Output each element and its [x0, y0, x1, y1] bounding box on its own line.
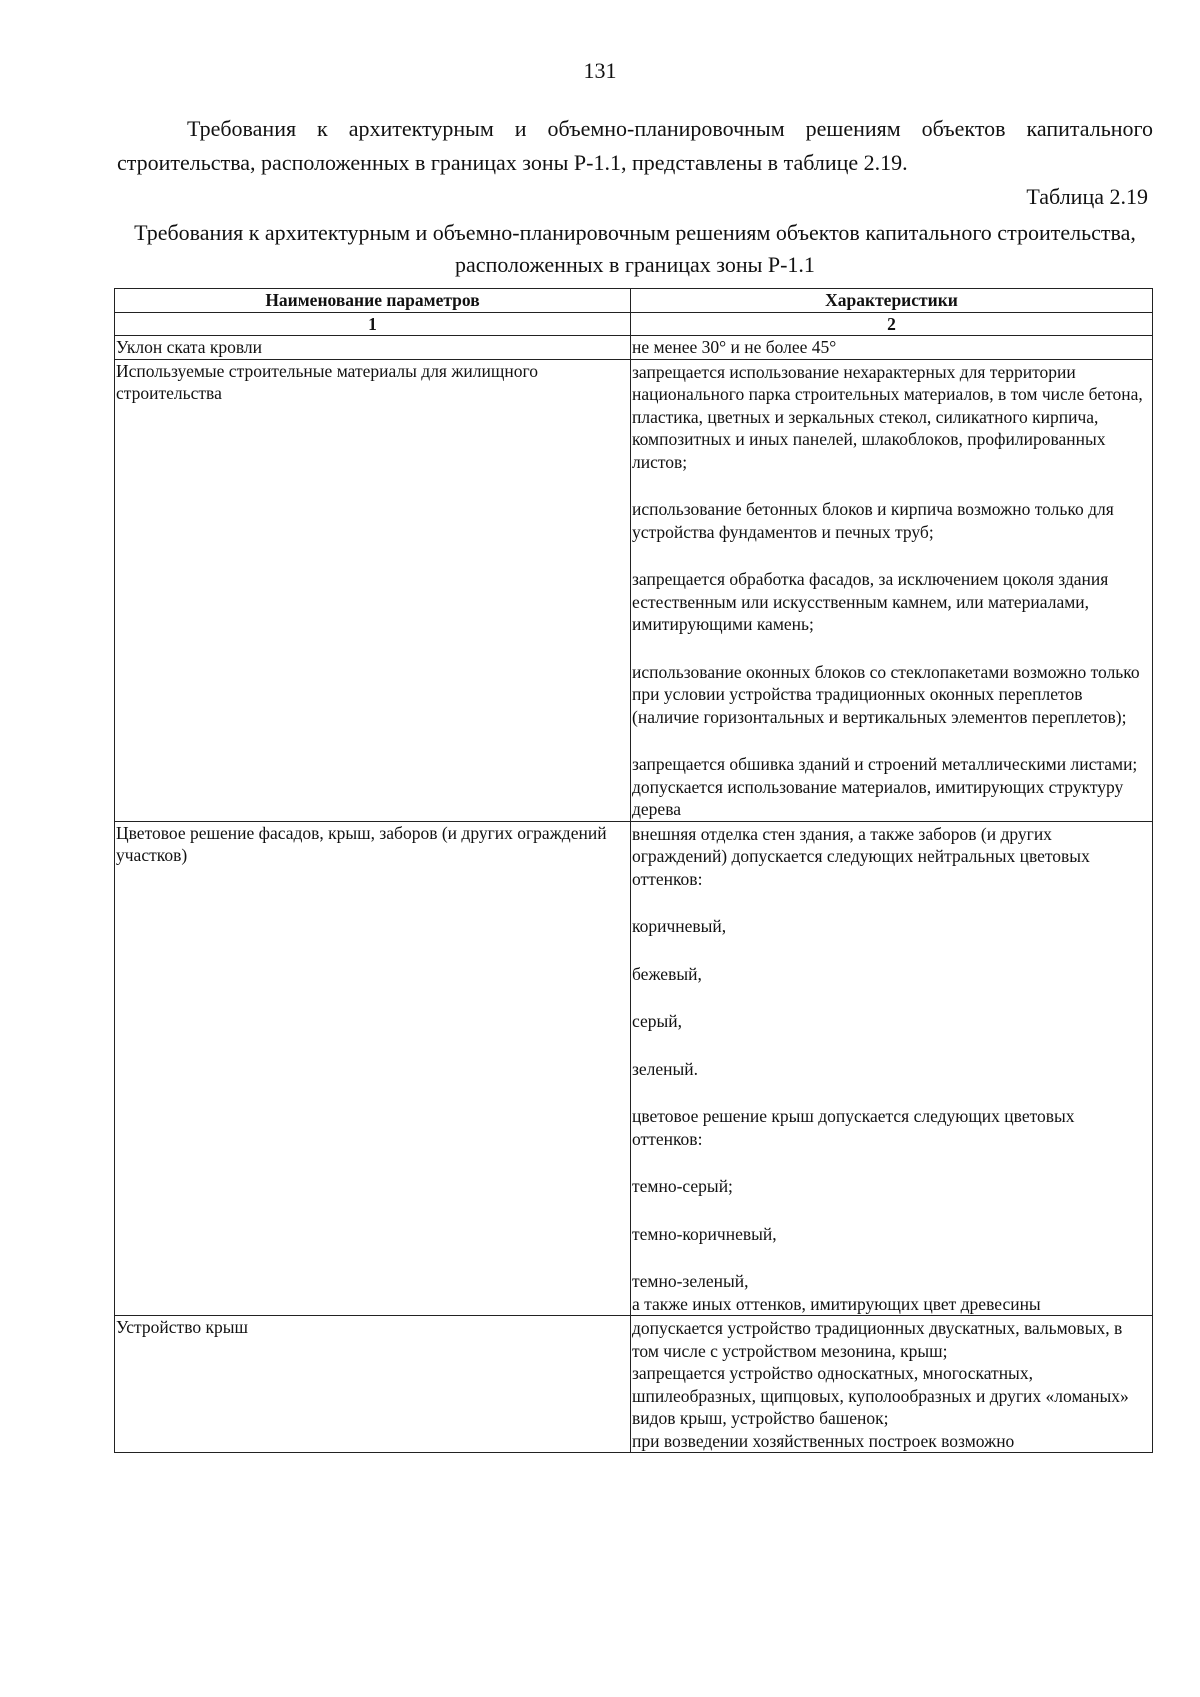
- requirements-table: [114, 288, 1153, 1453]
- param-color-scheme: Цветовое решение фасадов, крыш, заборов (и других ограждений участков): [115, 821, 631, 1316]
- color-item: темно-коричневый,: [632, 1223, 777, 1244]
- color-item: серый,: [632, 1011, 682, 1031]
- color-item: темно-зеленый,: [632, 1271, 749, 1291]
- roof-item: допускается устройство традиционных двускатных, вальмовых, в том числе с устройством мезонина, крыш;: [632, 1318, 1123, 1361]
- materials-item: использование бетонных блоков и кирпича возможно только для устройства фундаментов и печных труб;: [632, 499, 1114, 542]
- table-header-row: [115, 289, 1153, 313]
- color-item: внешняя отделка стен здания, а также заборов (и других ограждений) допускается следующих нейтральных цветовых оттенков:: [632, 823, 1090, 889]
- param-materials: Используемые строительные материалы для жилищного строительства: [115, 359, 631, 821]
- value-roof-slope: не менее 30° и не более 45°: [631, 336, 1153, 360]
- materials-item: запрещается обшивка зданий и строений металлическими листами;: [632, 754, 1138, 774]
- value-materials: [631, 359, 1153, 821]
- color-item: зеленый.: [632, 1058, 699, 1079]
- column-number-row: [115, 312, 1153, 336]
- materials-item: запрещается использование нехарактерных для территории национального парка строительных материалов, в том числе бетона, пластика, цветных и зеркальных стекол, силикатного кирпича, композитных и иных панелей, шлакоблоков, профилированных листов;: [632, 361, 1143, 472]
- materials-item: запрещается обработка фасадов, за исключением цоколя здания естественным или искусственным камнем, или материалами, имитирующими камень;: [632, 569, 1109, 634]
- page-number: 131: [583, 58, 617, 83]
- color-item: цветовое решение крыш допускается следующих цветовых оттенков:: [632, 1106, 1075, 1149]
- header-characteristics: Характеристики: [631, 289, 1153, 313]
- color-item: коричневый,: [632, 916, 727, 936]
- table-row: [115, 336, 1153, 360]
- table-number: Таблица 2.19: [1026, 184, 1148, 209]
- table-caption: Требования к архитектурным и объемно-планировочным решениям объектов капитального строительства, расположенных в границах зоны Р-1.1: [134, 220, 1136, 277]
- column-number-2: 2: [631, 312, 1153, 336]
- value-roof-construction: [631, 1316, 1153, 1453]
- roof-item: при возведении хозяйственных построек возможно: [632, 1430, 1015, 1451]
- table-row: [115, 821, 1153, 1316]
- color-item: бежевый,: [632, 963, 702, 984]
- table-row: [115, 1316, 1153, 1453]
- color-item: темно-серый;: [632, 1176, 733, 1196]
- column-number-1: 1: [115, 312, 631, 336]
- materials-item: допускается использование материалов, имитирующих структуру дерева: [632, 776, 1124, 819]
- value-color-scheme: [631, 821, 1153, 1316]
- param-roof-slope: Уклон ската кровли: [115, 336, 631, 360]
- param-roof-construction: Устройство крыш: [115, 1316, 631, 1453]
- roof-item: запрещается устройство односкатных, многоскатных, шпилеобразных, щипцовых, куполообразных и других «ломаных» видов крыш, устройство башенок;: [632, 1363, 1129, 1428]
- intro-paragraph: Требования к архитектурным и объемно-планировочным решениям объектов капитального строительства, расположенных в границах зоны Р-1.1, представлены в таблице 2.19.: [117, 116, 1153, 175]
- materials-item: использование оконных блоков со стеклопакетами возможно только при условии устройства традиционных оконных переплетов (наличие горизонтальных и вертикальных элементов переплетов);: [632, 661, 1140, 727]
- color-item: а также иных оттенков, имитирующих цвет древесины: [632, 1293, 1041, 1314]
- table-row: [115, 359, 1153, 821]
- header-parameter: Наименование параметров: [115, 289, 631, 313]
